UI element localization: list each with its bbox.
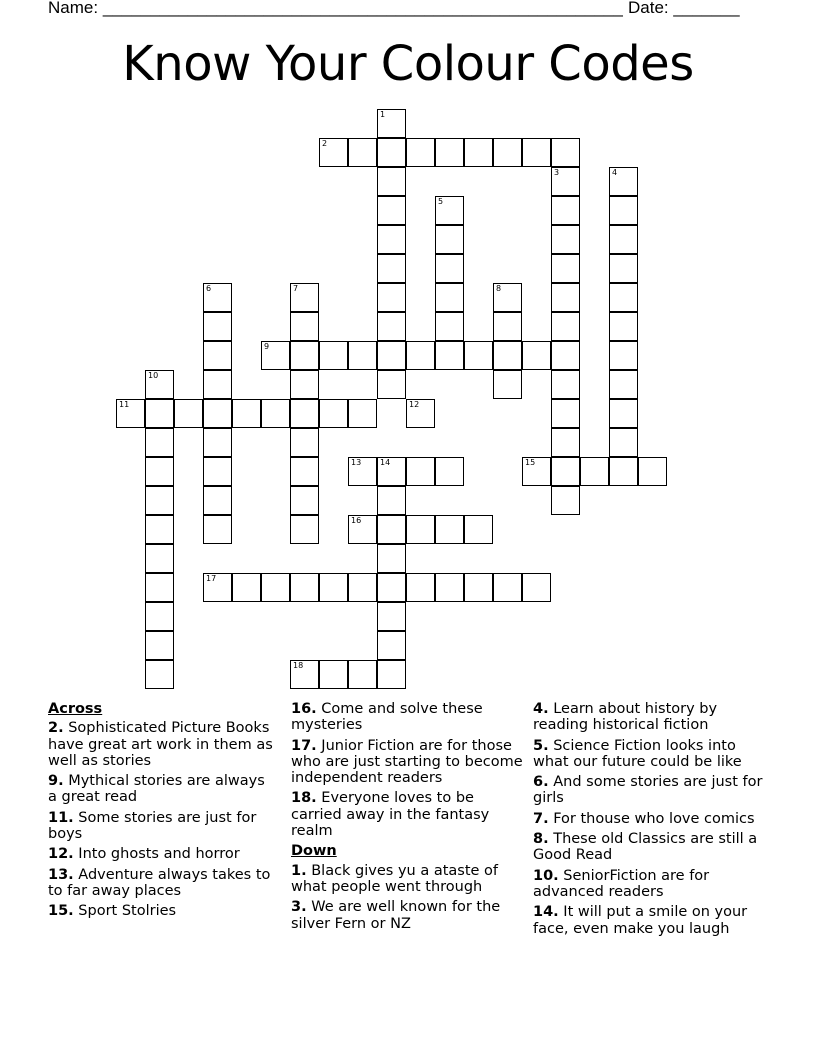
crossword-cell[interactable] bbox=[203, 573, 232, 602]
cell-number: 1 bbox=[380, 110, 386, 119]
crossword-cell[interactable] bbox=[551, 399, 580, 428]
clue-number: 12. bbox=[48, 846, 74, 863]
date-blank: _______ bbox=[673, 0, 740, 17]
crossword-cell[interactable] bbox=[290, 283, 319, 312]
crossword-cell[interactable] bbox=[551, 167, 580, 196]
clue-number: 7. bbox=[533, 810, 549, 827]
crossword-cell[interactable] bbox=[377, 196, 406, 225]
crossword-cell[interactable] bbox=[377, 544, 406, 573]
crossword-cell[interactable] bbox=[406, 573, 435, 602]
crossword-cell[interactable] bbox=[522, 341, 551, 370]
name-blank: _______________________________________________________ bbox=[102, 0, 623, 17]
crossword-cell[interactable] bbox=[290, 312, 319, 341]
crossword-cell[interactable] bbox=[145, 399, 174, 428]
crossword-cell[interactable] bbox=[261, 573, 290, 602]
crossword-cell[interactable] bbox=[377, 602, 406, 631]
cell-number: 6 bbox=[206, 284, 212, 293]
crossword-cell[interactable] bbox=[174, 399, 203, 428]
crossword-cell[interactable] bbox=[261, 341, 290, 370]
crossword-cell[interactable] bbox=[145, 544, 174, 573]
clue-text: Come and solve these mysteries bbox=[291, 701, 483, 734]
crossword-cell[interactable] bbox=[319, 341, 348, 370]
clue-number: 13. bbox=[48, 866, 74, 883]
crossword-cell[interactable] bbox=[406, 515, 435, 544]
clue bbox=[291, 790, 523, 839]
cell-number: 13 bbox=[351, 458, 362, 467]
cell-number: 5 bbox=[438, 197, 444, 206]
crossword-cell[interactable] bbox=[609, 399, 638, 428]
clue-text: Some stories are just for boys bbox=[48, 809, 257, 843]
crossword-cell[interactable] bbox=[145, 428, 174, 457]
cell-number: 4 bbox=[612, 168, 618, 177]
clue bbox=[533, 868, 773, 901]
clue-text: And some stories are just for girls bbox=[533, 774, 763, 807]
crossword-cell[interactable] bbox=[493, 138, 522, 167]
clue-number: 15. bbox=[48, 903, 74, 920]
crossword-cell[interactable] bbox=[203, 370, 232, 399]
crossword-cell[interactable] bbox=[551, 457, 580, 486]
crossword-cell[interactable] bbox=[203, 341, 232, 370]
section-heading: Across bbox=[48, 701, 103, 717]
crossword-cell[interactable] bbox=[435, 254, 464, 283]
clue bbox=[48, 720, 274, 769]
crossword-cell[interactable] bbox=[145, 631, 174, 660]
crossword-cell[interactable] bbox=[551, 283, 580, 312]
crossword-cell[interactable] bbox=[377, 457, 406, 486]
crossword-cell[interactable] bbox=[551, 486, 580, 515]
crossword-cell[interactable] bbox=[145, 660, 174, 689]
crossword-cell[interactable] bbox=[232, 573, 261, 602]
clue-column-2 bbox=[291, 701, 523, 936]
crossword-cell[interactable] bbox=[203, 515, 232, 544]
cell-number: 11 bbox=[119, 400, 130, 409]
clue bbox=[533, 811, 773, 827]
section-heading: Down bbox=[291, 843, 337, 860]
clue-text: SeniorFiction are for advanced readers bbox=[533, 867, 710, 900]
crossword-cell[interactable] bbox=[377, 341, 406, 370]
crossword-cell[interactable] bbox=[203, 312, 232, 341]
clue bbox=[533, 904, 773, 937]
crossword-cell[interactable] bbox=[435, 196, 464, 225]
crossword-cell[interactable] bbox=[377, 167, 406, 196]
crossword-cell[interactable] bbox=[319, 138, 348, 167]
crossword-cell[interactable] bbox=[609, 283, 638, 312]
crossword-cell[interactable] bbox=[348, 515, 377, 544]
crossword-cell[interactable] bbox=[551, 138, 580, 167]
clue-text: Sophisticated Picture Books have great art work in them as well as stories bbox=[48, 720, 273, 769]
crossword-cell[interactable] bbox=[551, 428, 580, 457]
clue-column-1 bbox=[48, 701, 274, 924]
cell-number: 9 bbox=[264, 342, 270, 351]
crossword-cell[interactable] bbox=[551, 254, 580, 283]
crossword-cell[interactable] bbox=[290, 660, 319, 689]
clue-number: 5. bbox=[533, 737, 549, 754]
clue-number: 3. bbox=[291, 899, 307, 916]
crossword-cell[interactable] bbox=[377, 573, 406, 602]
clue-number: 9. bbox=[48, 773, 64, 790]
crossword-cell[interactable] bbox=[145, 370, 174, 399]
crossword-cell[interactable] bbox=[464, 515, 493, 544]
name-label: Name: bbox=[48, 0, 99, 17]
crossword-cell[interactable] bbox=[290, 399, 319, 428]
crossword-cell[interactable] bbox=[377, 660, 406, 689]
crossword-cell[interactable] bbox=[435, 515, 464, 544]
crossword-cell[interactable] bbox=[609, 428, 638, 457]
page-title: Know Your Colour Codes bbox=[122, 36, 694, 92]
cell-number: 16 bbox=[351, 516, 362, 525]
crossword-cell[interactable] bbox=[551, 312, 580, 341]
crossword-cell[interactable] bbox=[377, 138, 406, 167]
crossword-cell[interactable] bbox=[290, 515, 319, 544]
clue-text: Black gives yu a ataste of what people went through bbox=[291, 862, 499, 895]
clue-number: 14. bbox=[533, 904, 559, 921]
crossword-cell[interactable] bbox=[348, 399, 377, 428]
crossword-cell[interactable] bbox=[493, 283, 522, 312]
crossword-cell[interactable] bbox=[609, 225, 638, 254]
crossword-cell[interactable] bbox=[435, 457, 464, 486]
crossword-cell[interactable] bbox=[464, 573, 493, 602]
cell-number: 8 bbox=[496, 284, 502, 293]
crossword-cell[interactable] bbox=[493, 573, 522, 602]
crossword-cell[interactable] bbox=[609, 196, 638, 225]
clue bbox=[48, 773, 274, 806]
crossword-cell[interactable] bbox=[319, 573, 348, 602]
clue bbox=[533, 738, 773, 771]
crossword-cell[interactable] bbox=[609, 254, 638, 283]
crossword-cell[interactable] bbox=[377, 486, 406, 515]
clue-text: These old Classics are still a Good Read bbox=[533, 831, 758, 864]
crossword-cell[interactable] bbox=[203, 399, 232, 428]
crossword-cell[interactable] bbox=[493, 341, 522, 370]
cell-number: 2 bbox=[322, 139, 328, 148]
crossword-cell[interactable] bbox=[290, 457, 319, 486]
clue bbox=[291, 863, 523, 896]
clue bbox=[291, 738, 523, 787]
crossword-cell[interactable] bbox=[290, 428, 319, 457]
crossword-cell[interactable] bbox=[203, 428, 232, 457]
crossword-cell[interactable] bbox=[406, 341, 435, 370]
crossword-cell[interactable] bbox=[290, 370, 319, 399]
clue-text: Adventure always takes to to far away places bbox=[48, 866, 271, 899]
crossword-cell[interactable] bbox=[290, 341, 319, 370]
clue-number: 8. bbox=[533, 831, 549, 848]
clue bbox=[291, 899, 523, 932]
clue-number: 4. bbox=[533, 701, 549, 717]
crossword-cell[interactable] bbox=[377, 515, 406, 544]
crossword-cell[interactable] bbox=[348, 573, 377, 602]
cell-number: 7 bbox=[293, 284, 299, 293]
crossword-cell[interactable] bbox=[609, 341, 638, 370]
crossword-cell[interactable] bbox=[377, 254, 406, 283]
crossword-cell[interactable] bbox=[435, 573, 464, 602]
crossword-cell[interactable] bbox=[232, 399, 261, 428]
crossword-cell[interactable] bbox=[203, 486, 232, 515]
crossword-cell[interactable] bbox=[522, 138, 551, 167]
crossword-cell[interactable] bbox=[377, 225, 406, 254]
clue-number: 16. bbox=[291, 701, 317, 717]
crossword-cell[interactable] bbox=[377, 312, 406, 341]
crossword-cell[interactable] bbox=[290, 486, 319, 515]
crossword-cell[interactable] bbox=[145, 573, 174, 602]
date-label: Date: bbox=[628, 0, 669, 17]
crossword-cell[interactable] bbox=[609, 312, 638, 341]
clue-number: 18. bbox=[291, 790, 317, 807]
crossword-cell[interactable] bbox=[145, 486, 174, 515]
crossword-cell[interactable] bbox=[609, 370, 638, 399]
crossword-cell[interactable] bbox=[551, 341, 580, 370]
clue bbox=[533, 774, 773, 807]
crossword-cell[interactable] bbox=[435, 283, 464, 312]
crossword-cell[interactable] bbox=[261, 399, 290, 428]
crossword-cell[interactable] bbox=[145, 515, 174, 544]
clue bbox=[533, 831, 773, 864]
clue-text: Into ghosts and horror bbox=[78, 846, 240, 863]
clue bbox=[48, 810, 274, 843]
clue-text: Learn about history by reading historical fiction bbox=[533, 701, 718, 734]
cell-number: 3 bbox=[554, 168, 560, 177]
clue-text: Junior Fiction are for those who are just starting to become independent readers bbox=[291, 737, 523, 787]
crossword-cell[interactable] bbox=[435, 225, 464, 254]
crossword-cell[interactable] bbox=[464, 341, 493, 370]
crossword-cell[interactable] bbox=[580, 457, 609, 486]
crossword-cell[interactable] bbox=[638, 457, 667, 486]
crossword-cell[interactable] bbox=[609, 167, 638, 196]
cell-number: 17 bbox=[206, 574, 217, 583]
crossword-cell[interactable] bbox=[435, 312, 464, 341]
crossword-cell[interactable] bbox=[522, 573, 551, 602]
crossword-cell[interactable] bbox=[377, 109, 406, 138]
crossword-cell[interactable] bbox=[377, 283, 406, 312]
clue-text: Science Fiction looks into what our future could be like bbox=[533, 737, 742, 770]
crossword-cell[interactable] bbox=[319, 399, 348, 428]
crossword-cell[interactable] bbox=[551, 225, 580, 254]
crossword-cell[interactable] bbox=[551, 196, 580, 225]
clue bbox=[48, 867, 274, 900]
clue-text: We are well known for the silver Fern or NZ bbox=[291, 899, 501, 932]
crossword-cell[interactable] bbox=[435, 341, 464, 370]
crossword-cell[interactable] bbox=[493, 370, 522, 399]
crossword-cell[interactable] bbox=[377, 370, 406, 399]
crossword-cell[interactable] bbox=[348, 138, 377, 167]
clue-number: 10. bbox=[533, 867, 559, 884]
crossword-cell[interactable] bbox=[464, 138, 493, 167]
clue-number: 17. bbox=[291, 737, 317, 754]
crossword-cell[interactable] bbox=[348, 660, 377, 689]
clue bbox=[533, 701, 773, 734]
crossword-cell[interactable] bbox=[116, 399, 145, 428]
clue bbox=[48, 846, 274, 862]
crossword-cell[interactable] bbox=[348, 457, 377, 486]
crossword-cell[interactable] bbox=[145, 602, 174, 631]
clue bbox=[48, 903, 274, 919]
crossword-cell[interactable] bbox=[406, 399, 435, 428]
cell-number: 12 bbox=[409, 400, 420, 409]
crossword-cell[interactable] bbox=[435, 138, 464, 167]
clue-text: Sport Stolries bbox=[78, 903, 177, 920]
crossword-cell[interactable] bbox=[319, 660, 348, 689]
crossword-cell[interactable] bbox=[290, 573, 319, 602]
clue-text: Mythical stories are always a great read bbox=[48, 773, 265, 806]
clue-text: For thouse who love comics bbox=[553, 810, 755, 827]
crossword-cell[interactable] bbox=[145, 457, 174, 486]
cell-number: 10 bbox=[148, 371, 159, 380]
clue-text: Everyone loves to be carried away in the fantasy realm bbox=[291, 790, 490, 840]
crossword-cell[interactable] bbox=[522, 457, 551, 486]
crossword-cell[interactable] bbox=[203, 457, 232, 486]
crossword-cell[interactable] bbox=[377, 631, 406, 660]
crossword-cell[interactable] bbox=[406, 457, 435, 486]
crossword-cell[interactable] bbox=[609, 457, 638, 486]
clue bbox=[291, 701, 523, 734]
clue-number: 1. bbox=[291, 862, 307, 879]
clue-number: 6. bbox=[533, 774, 549, 791]
clue-text: It will put a smile on your face, even make you laugh bbox=[533, 904, 748, 937]
crossword-cell[interactable] bbox=[348, 341, 377, 370]
crossword-cell[interactable] bbox=[551, 370, 580, 399]
crossword-cell[interactable] bbox=[406, 138, 435, 167]
cell-number: 18 bbox=[293, 661, 304, 670]
clue-number: 11. bbox=[48, 809, 74, 826]
cell-number: 14 bbox=[380, 458, 391, 467]
clue-number: 2. bbox=[48, 720, 64, 737]
clue-column-3 bbox=[533, 701, 773, 941]
crossword-cell[interactable] bbox=[493, 312, 522, 341]
cell-number: 15 bbox=[525, 458, 536, 467]
crossword-cell[interactable] bbox=[203, 283, 232, 312]
